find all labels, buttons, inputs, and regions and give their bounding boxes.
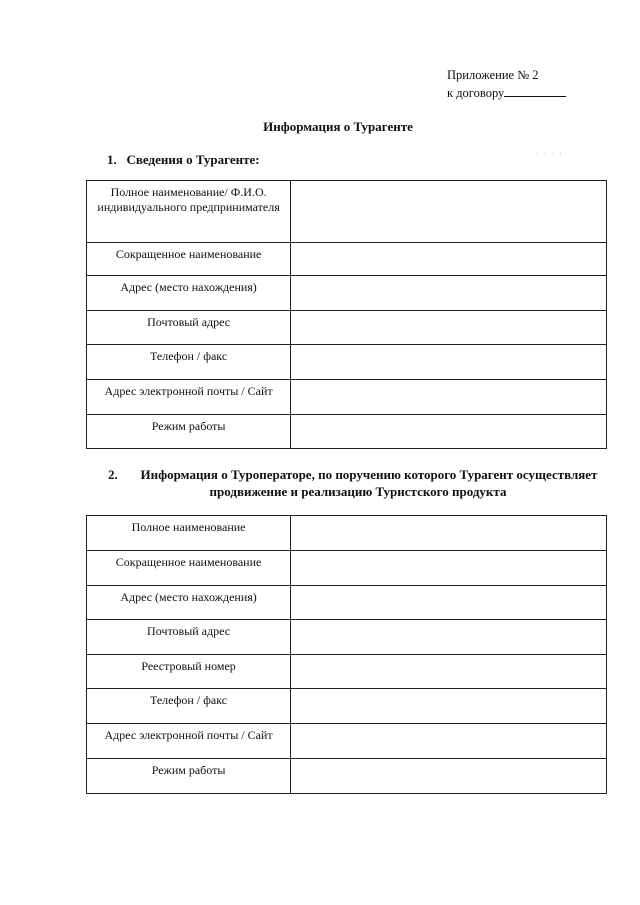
row-value-field[interactable] <box>291 620 607 655</box>
row-value-field[interactable] <box>291 759 607 794</box>
document-title: Информация о Турагенте <box>263 119 413 134</box>
section1-number: 1. <box>107 152 117 167</box>
row-label: Почтовый адрес <box>87 311 291 345</box>
operator-info-table <box>86 515 607 794</box>
table-row <box>87 243 607 276</box>
row-value-field[interactable] <box>291 724 607 759</box>
row-value-field[interactable] <box>291 380 607 415</box>
section1-heading <box>107 151 260 168</box>
agent-info-table <box>86 180 607 449</box>
table-row <box>87 759 607 794</box>
scan-specks: · · · · <box>535 150 564 158</box>
section2-heading <box>108 466 608 500</box>
section2-number: 2. <box>108 467 118 482</box>
row-label: Режим работы <box>87 415 291 449</box>
row-value-field[interactable] <box>291 276 607 311</box>
table-row <box>87 311 607 345</box>
table-row <box>87 516 607 551</box>
table-row <box>87 181 607 243</box>
row-label <box>87 181 291 243</box>
row-label-text: Полное наименование/ Ф.И.О. индивидуального предпринимателя <box>97 185 280 214</box>
row-label: Адрес (место нахождения) <box>87 276 291 311</box>
row-value-field[interactable] <box>291 655 607 689</box>
appendix-contract-label: к договору <box>447 86 505 100</box>
table-row <box>87 655 607 689</box>
appendix-line1: Приложение № 2 <box>447 68 539 82</box>
table-row <box>87 415 607 449</box>
table-row <box>87 620 607 655</box>
row-label: Реестровый номер <box>87 655 291 689</box>
row-label: Режим работы <box>87 759 291 794</box>
row-value-field[interactable] <box>291 345 607 380</box>
row-label: Полное наименование <box>87 516 291 551</box>
row-label: Адрес электронной почты / Сайт <box>87 724 291 759</box>
table-row <box>87 551 607 586</box>
table-row <box>87 586 607 620</box>
row-value-field[interactable] <box>291 586 607 620</box>
appendix-note <box>447 66 566 102</box>
row-value-field[interactable] <box>291 415 607 449</box>
row-label: Сокращенное наименование <box>87 243 291 276</box>
table-row <box>87 345 607 380</box>
row-label: Адрес электронной почты / Сайт <box>87 380 291 415</box>
row-label: Телефон / факс <box>87 345 291 380</box>
table-row <box>87 689 607 724</box>
table-row <box>87 276 607 311</box>
row-label: Сокращенное наименование <box>87 551 291 586</box>
section1-heading-text: Сведения о Турагенте: <box>126 152 260 167</box>
section2-heading-line1: Информация о Туроператоре, по поручению которого Турагент осуществляет <box>140 467 598 482</box>
row-value-field[interactable] <box>291 516 607 551</box>
row-label: Адрес (место нахождения) <box>87 586 291 620</box>
row-value-field[interactable] <box>291 689 607 724</box>
row-value-field[interactable] <box>291 243 607 276</box>
row-label: Телефон / факс <box>87 689 291 724</box>
row-value-field[interactable] <box>291 311 607 345</box>
row-value-field[interactable] <box>291 551 607 586</box>
appendix-line2 <box>447 84 566 102</box>
section2-heading-line2: продвижение и реализацию Туристского продукта <box>209 484 507 499</box>
table-row <box>87 724 607 759</box>
contract-number-blank[interactable] <box>504 85 566 97</box>
row-value-field[interactable] <box>291 181 607 243</box>
row-label: Почтовый адрес <box>87 620 291 655</box>
table-row <box>87 380 607 415</box>
